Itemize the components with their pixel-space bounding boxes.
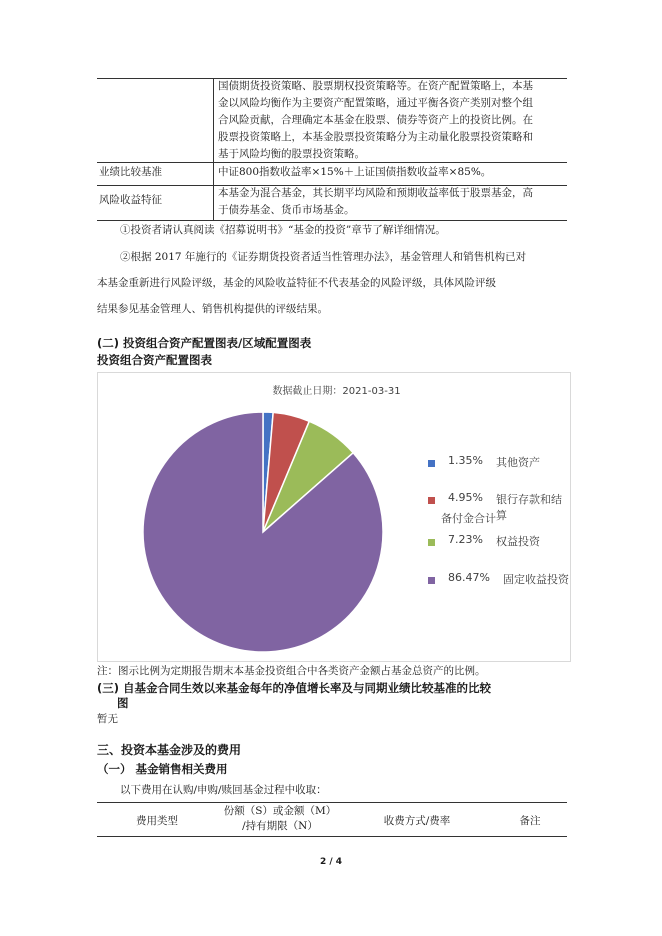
- fee-header-type: 费用类型: [136, 815, 178, 827]
- legend-swatch: [428, 460, 435, 467]
- fee-header-line: /持有期限（N）: [242, 820, 318, 832]
- legend-label: 备付金合计: [441, 512, 496, 525]
- intro-text: 以下费用在认购/申购/赎回基金过程中收取：: [120, 784, 327, 796]
- section-heading: (三) 自基金合同生效以来基金每年的净值增长率及与同期业绩比较基准的比较: [97, 681, 492, 695]
- table-label-benchmark: 业绩比较基准: [99, 166, 162, 178]
- note-2-cont: 本基金重新进行风险评级，基金的风险收益特征不代表基金的风险评级，具体风险评级: [97, 277, 496, 289]
- legend-value: 7.23%: [448, 533, 483, 546]
- part-heading: 三、投资本基金涉及的费用: [97, 743, 242, 757]
- fee-header-amount: [215, 804, 345, 834]
- subsection-heading: （一） 基金销售相关费用: [97, 762, 228, 776]
- cell-line: 金以风险均衡作为主要资产配置策略，通过平衡各资产类别对整个组: [218, 97, 533, 109]
- legend-label: 银行存款和结算: [496, 493, 562, 522]
- cell-line: 于债券基金、货币市场基金。: [218, 204, 355, 216]
- legend-value: 86.47%: [448, 571, 490, 584]
- legend-label: 权益投资: [496, 535, 540, 548]
- table-column-divider: [213, 78, 214, 220]
- legend-value: 1.35%: [448, 454, 483, 467]
- note-1: ①投资者请认真阅读《招募说明书》“基金的投资”章节了解详细情况。: [120, 224, 446, 236]
- legend-label: 固定收益投资: [503, 573, 569, 586]
- section-heading: (二) 投资组合资产配置图表/区域配置图表: [97, 336, 312, 350]
- chart-note: 注：图示比例为定期报告期末本基金投资组合中各类资产金额占基金总资产的比例。: [97, 665, 486, 677]
- legend-value: 4.95%: [448, 491, 483, 504]
- fee-header-rate: 收费方式/费率: [383, 815, 451, 827]
- table-cell-risk: [218, 185, 566, 219]
- table-label-risk: 风险收益特征: [99, 194, 162, 206]
- cell-line: 合风险贡献，合理确定本基金在股票、债券等资产上的投资比例。在: [218, 114, 533, 126]
- table-cell-benchmark: 中证800指数收益率×15%＋上证国债指数收益率×85%。: [218, 166, 492, 178]
- cell-line: 基于风险均衡的股票投资策略。: [218, 148, 365, 160]
- section-body: 暂无: [97, 713, 118, 725]
- fee-table-header-border: [97, 836, 567, 837]
- fee-table-top-border: [97, 802, 567, 803]
- section-heading-cont: 图: [117, 696, 129, 710]
- cell-line: 股票投资策略上，本基金股票投资策略分为主动量化股票投资策略和: [218, 131, 533, 143]
- cell-line: 国债期货投资策略、股票期权投资策略等。在资产配置策略上，本基: [218, 80, 533, 92]
- note-2-cont: 结果参见基金管理人、销售机构提供的评级结果。: [97, 303, 328, 315]
- legend-label: 其他资产: [496, 456, 540, 469]
- legend-swatch: [428, 497, 435, 504]
- section-subheading: 投资组合资产配置图表: [97, 353, 212, 367]
- page-number: 2 / 4: [319, 857, 343, 867]
- pie-chart-frame: [97, 372, 571, 662]
- cell-line: 本基金为混合基金，其长期平均风险和预期收益率低于股票基金，高: [218, 187, 533, 199]
- fee-header-remark: 备注: [519, 815, 541, 827]
- note-2: ②根据 2017 年施行的《证券期货投资者适当性管理办法》，基金管理人和销售机构已对: [120, 251, 527, 263]
- fee-header-line: 份额（S）或金额（M）: [223, 805, 337, 817]
- chart-title: 数据截止日期：2021-03-31: [272, 386, 401, 397]
- table-cell-strategy: [218, 78, 566, 163]
- legend-swatch: [428, 539, 435, 546]
- legend-swatch: [428, 577, 435, 584]
